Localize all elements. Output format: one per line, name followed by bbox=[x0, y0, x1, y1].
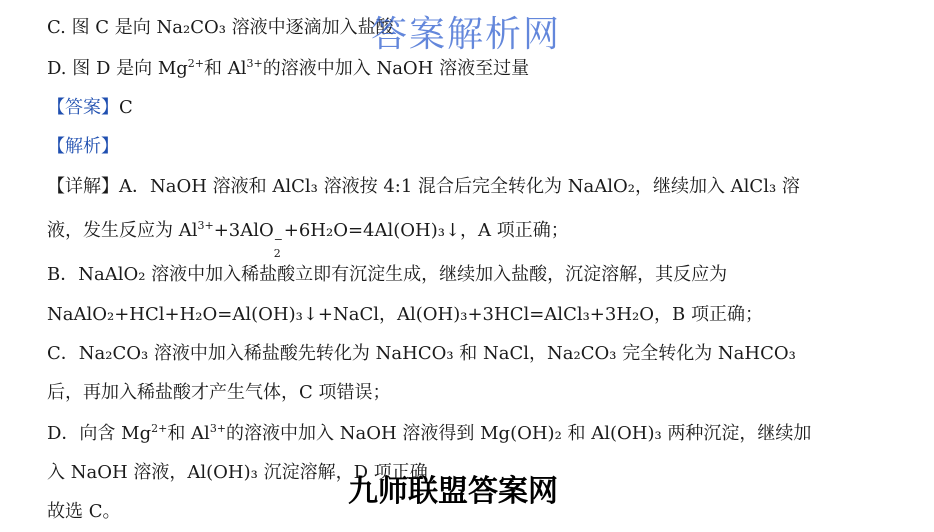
option-d-text-2: 和 Al bbox=[204, 58, 247, 79]
detail-line-d bbox=[47, 422, 811, 446]
detail-a-text-1: 液，发生反应为 Al bbox=[47, 220, 198, 241]
aluminate-subscript: 2 bbox=[273, 247, 281, 260]
detail-d-text-3: 的溶液中加入 NaOH 溶液得到 Mg(OH)₂ 和 Al(OH)₃ 两种沉淀，继续加 bbox=[226, 423, 812, 444]
detail-d-text-1: D．向含 Mg bbox=[47, 423, 152, 444]
detail-a-text-2: +3AlO bbox=[213, 220, 274, 241]
al-charge: 3+ bbox=[246, 57, 263, 70]
option-d-text-3: 的溶液中加入 NaOH 溶液至过量 bbox=[262, 58, 530, 79]
answer-tag: 【答案】 bbox=[47, 97, 119, 118]
al-charge-3: 3+ bbox=[209, 422, 227, 435]
option-c-line: C. 图 C 是向 Na₂CO₃ 溶液中逐滴加入盐酸 bbox=[47, 17, 394, 38]
analysis-tag: 【解析】 bbox=[47, 136, 119, 157]
watermark-bottom: 九师联盟答案网 bbox=[348, 474, 558, 509]
option-d-text-1: D. 图 D 是向 Mg bbox=[47, 58, 188, 79]
answer-value: C bbox=[119, 97, 133, 118]
detail-line-c: C．Na₂CO₃ 溶液中加入稀盐酸先转化为 NaHCO₃ 和 NaCl，Na₂CO₃ 完全转化为 NaHCO₃ bbox=[47, 343, 796, 364]
aluminate-charge-sign: − bbox=[273, 233, 283, 246]
mg-charge: 2+ bbox=[187, 57, 205, 70]
option-d-line bbox=[47, 57, 529, 81]
detail-line-a-cont bbox=[47, 219, 569, 260]
answer-line bbox=[47, 96, 133, 120]
detail-d-text-2: 和 Al bbox=[167, 423, 210, 444]
al-charge-2: 3+ bbox=[197, 219, 214, 232]
detail-line-d-cont: 入 NaOH 溶液，Al(OH)₃ 沉淀溶解，D 项正确 bbox=[47, 462, 428, 483]
conclusion-line: 故选 C。 bbox=[47, 501, 121, 522]
detail-line-a: 【详解】A．NaOH 溶液和 AlCl₃ 溶液按 4:1 混合后完全转化为 NaAlO₂，继续加入 AlCl₃ 溶 bbox=[47, 176, 800, 197]
watermark-top: 答案解析网 bbox=[371, 14, 562, 55]
detail-a-text-3: +6H₂O=4Al(OH)₃↓，A 项正确； bbox=[283, 220, 569, 241]
detail-line-b: B．NaAlO₂ 溶液中加入稀盐酸立即有沉淀生成，继续加入盐酸，沉淀溶解，其反应为 bbox=[47, 264, 728, 285]
detail-line-c-cont: 后，再加入稀盐酸才产生气体，C 项错误； bbox=[47, 382, 391, 403]
mg-charge-2: 2+ bbox=[151, 422, 168, 435]
detail-line-b-equation: NaAlO₂+HCl+H₂O=Al(OH)₃↓+NaCl，Al(OH)₃+3HCl=AlCl₃+3H₂O，B 项正确； bbox=[47, 304, 763, 325]
